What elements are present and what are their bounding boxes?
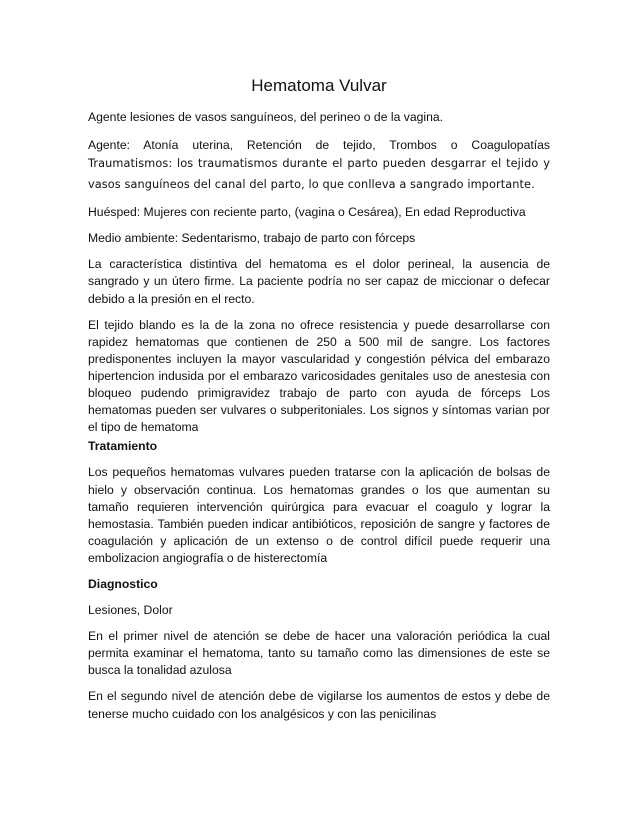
paragraph-lesiones-dolor: Lesiones, Dolor [88,603,173,618]
paragraph-agent-lesions: Agente lesiones de vasos sanguíneos, del perineo o de la vagina. [88,110,444,124]
paragraph-huesped: Huésped: Mujeres con reciente parto, (vagina o Cesárea), En edad Reproductiva [88,205,526,220]
paragraph-tejido-blando: El tejido blando es la de la zona no ofrece resistencia y puede desarrollarse con rapidez hematomas que contienen de 250 a 500 mil de sangre. Los factores predisponentes incluyen la mayor vascularidad y congestión pélvica del embarazo hipertencion indusida por el embarazo varicosidades genitales uso de anestesia con bloqueo pudendo primigravidez trabajo de parto con ayuda de fórceps Los hematomas pueden ser vulvares o subperitoniales. Los signos y síntomas varian por el tipo de hematoma [88,317,550,435]
paragraph-agent-causes: Agente: Atonía uterina, Retención de tejido, Trombos o Coagulopatías [88,138,550,153]
document-title: Hematoma Vulvar [251,76,387,95]
paragraph-primer-nivel: En el primer nivel de atención se debe de hacer una valoración periódica la cual permita examinar el hematoma, tanto su tamaño como las dimensiones de este se busca la tonalidad azulosa [88,629,550,678]
paragraph-segundo-nivel: En el segundo nivel de atención debe de vigilarse los aumentos de estos y debe de tenerse mucho cuidado con los analgésicos y con las penicilinas [88,689,550,721]
heading-tratamiento: Tratamiento [88,439,158,454]
paragraph-tratamiento: Los pequeños hematomas vulvares pueden tratarse con la aplicación de bolsas de hielo y observación continua. Los hematomas grandes o los que aumentan su tamaño requieren intervención quirúrgica para evacuar el coagulo y lograr la hemostasia. También pueden indicar antibióticos, reposición de sangre y factores de coagulación y aplicación de un extenso o de control difícil puede requerir una embolizacion angiografía o de histerectomía [88,465,550,565]
paragraph-traumatismos: Traumatismos: los traumatismos durante el parto pueden desgarrar el tejido y vasos sanguíneos del canal del parto, lo que conlleva a sangrado importante. [88,157,550,191]
paragraph-caracteristica: La característica distintiva del hematoma es el dolor perineal, la ausencia de sangrado y un útero firme. La paciente podría no ser capaz de miccionar o defecar debido a la presión en el recto. [88,257,550,306]
heading-diagnostico: Diagnostico [88,576,158,591]
paragraph-medio-ambiente: Medio ambiente: Sedentarismo, trabajo de parto con fórceps [88,231,416,246]
document-page [88,0,550,723]
